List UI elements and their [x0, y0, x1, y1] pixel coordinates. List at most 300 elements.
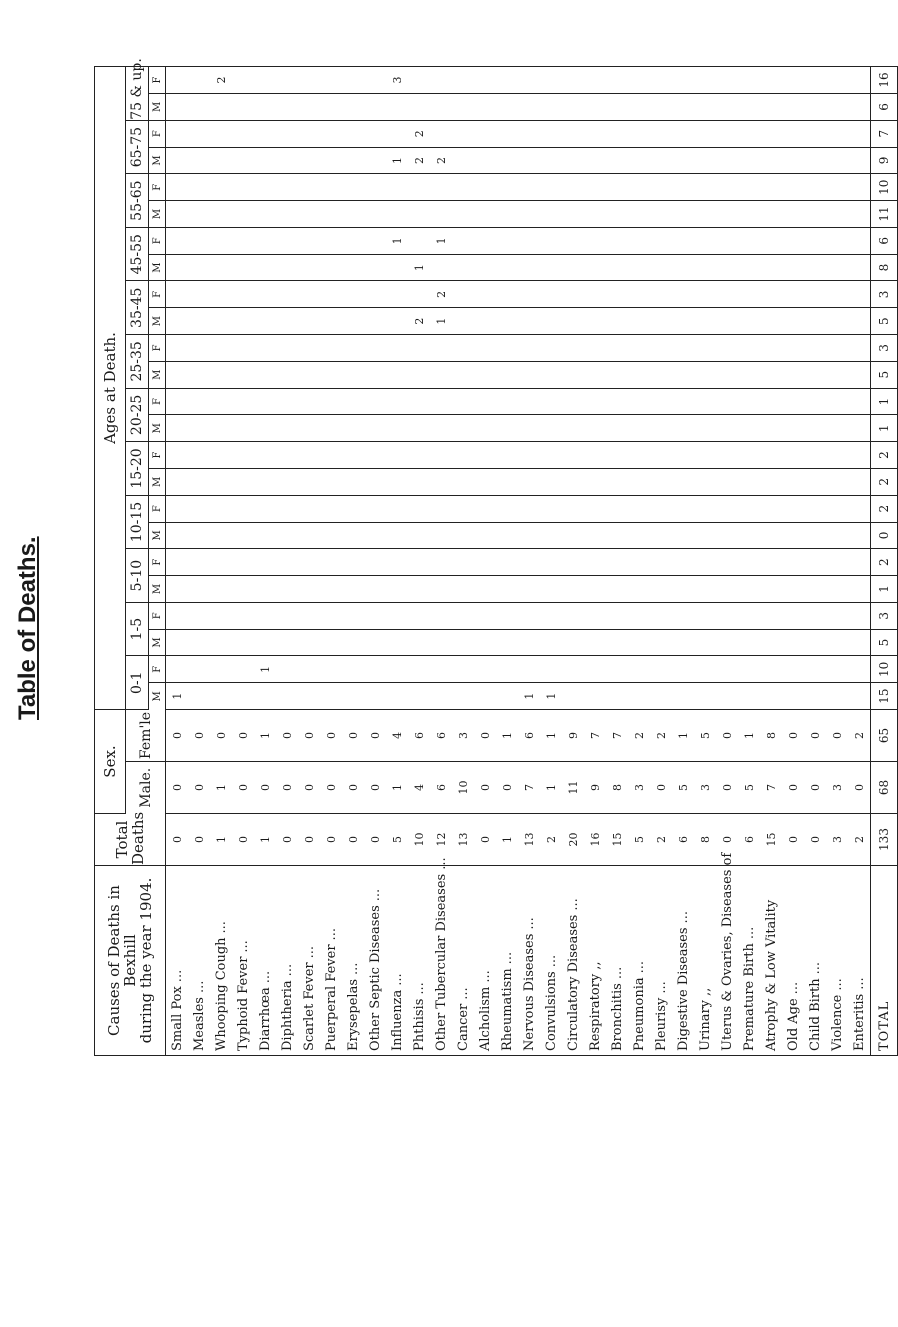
- table-body: [166, 67, 871, 1056]
- age-cell: [518, 94, 540, 121]
- age-total-cell: 5: [871, 308, 898, 335]
- age-cell: [298, 549, 320, 576]
- total-cell: 2: [540, 814, 562, 866]
- age-cell: [408, 361, 430, 388]
- age-cell: [628, 308, 650, 335]
- age-cell: [650, 120, 672, 147]
- cause-cell: [452, 866, 474, 1056]
- cause-leader: ...: [169, 969, 185, 983]
- age-cell: [738, 415, 760, 442]
- age-cell: [584, 602, 606, 629]
- cause-cell: [584, 866, 606, 1056]
- age-cell: [716, 361, 738, 388]
- male-cell: 0: [804, 762, 826, 814]
- age-cell: [650, 576, 672, 603]
- age-cell: [452, 308, 474, 335]
- age-cell: [474, 656, 496, 683]
- age-cell: 1: [254, 656, 276, 683]
- age-cell: [364, 308, 386, 335]
- cause-cell: [804, 866, 826, 1056]
- age-cell: [298, 468, 320, 495]
- male-cell: 10: [452, 762, 474, 814]
- age-cell: [782, 335, 804, 362]
- age-cell: [364, 120, 386, 147]
- age-cell: [738, 683, 760, 710]
- age-cell: [452, 335, 474, 362]
- age-cell: [232, 442, 254, 469]
- age-cell: [540, 549, 562, 576]
- age-cell: [188, 308, 210, 335]
- age-cell: [540, 415, 562, 442]
- age-cell: [232, 201, 254, 228]
- male-subheader: M: [149, 576, 166, 603]
- age-cell: [188, 576, 210, 603]
- age-cell: [518, 201, 540, 228]
- total-row: [871, 67, 898, 1056]
- age-cell: [694, 308, 716, 335]
- age-cell: [672, 549, 694, 576]
- age-cell: 1: [386, 227, 408, 254]
- cause-label: Rheumatism: [499, 968, 515, 1051]
- cause-cell: [408, 866, 430, 1056]
- age-cell: [628, 147, 650, 174]
- age-cell: [540, 335, 562, 362]
- cause-label: Phthisis: [411, 998, 427, 1051]
- age-cell: [298, 442, 320, 469]
- sex-header: Sex.: [95, 709, 126, 813]
- age-cell: [496, 683, 518, 710]
- age-cell: [562, 308, 584, 335]
- age-cell: [276, 522, 298, 549]
- age-cell: [606, 67, 628, 94]
- age-cell: [782, 227, 804, 254]
- age-group-header: 25-35: [126, 335, 149, 389]
- age-cell: [760, 442, 782, 469]
- age-cell: [826, 576, 848, 603]
- age-cell: [320, 495, 342, 522]
- female-subheader: F: [149, 495, 166, 522]
- age-cell: [826, 94, 848, 121]
- age-cell: [584, 308, 606, 335]
- age-cell: [342, 468, 364, 495]
- age-cell: [342, 254, 364, 281]
- age-cell: [518, 281, 540, 308]
- age-cell: [848, 254, 871, 281]
- age-cell: [320, 468, 342, 495]
- age-cell: [826, 388, 848, 415]
- ages-at-death-header: Ages at Death.: [95, 67, 126, 710]
- age-cell: [232, 67, 254, 94]
- age-cell: [474, 415, 496, 442]
- male-cell: 3: [694, 762, 716, 814]
- age-cell: [474, 201, 496, 228]
- age-cell: 1: [540, 683, 562, 710]
- total-cell: 5: [386, 814, 408, 866]
- age-cell: [474, 602, 496, 629]
- age-cell: [584, 361, 606, 388]
- age-cell: [166, 254, 189, 281]
- age-cell: [430, 576, 452, 603]
- age-cell: [210, 602, 232, 629]
- age-cell: [628, 495, 650, 522]
- cause-label: Respiratory: [587, 973, 603, 1051]
- female-cell: 0: [232, 709, 254, 761]
- age-group-header: 5-10: [126, 549, 149, 603]
- age-cell: [628, 361, 650, 388]
- cause-cell: [210, 866, 232, 1056]
- age-cell: [848, 227, 871, 254]
- age-cell: [738, 227, 760, 254]
- age-cell: [166, 495, 189, 522]
- age-cell: [254, 602, 276, 629]
- age-cell: [584, 388, 606, 415]
- age-cell: [584, 67, 606, 94]
- total-cell: 6: [672, 814, 694, 866]
- age-cell: [188, 201, 210, 228]
- age-cell: [166, 388, 189, 415]
- age-cell: [584, 495, 606, 522]
- age-cell: [298, 254, 320, 281]
- age-cell: [320, 254, 342, 281]
- female-subheader: F: [149, 174, 166, 201]
- age-cell: [452, 281, 474, 308]
- female-cell: 1: [672, 709, 694, 761]
- cause-label: Whooping Cough: [213, 937, 229, 1051]
- age-cell: [650, 254, 672, 281]
- age-cell: [848, 335, 871, 362]
- age-cell: [342, 683, 364, 710]
- cause-cell: [518, 866, 540, 1056]
- age-cell: [672, 335, 694, 362]
- age-cell: [452, 147, 474, 174]
- age-cell: [628, 522, 650, 549]
- age-cell: [188, 67, 210, 94]
- male-cell: 1: [540, 762, 562, 814]
- age-cell: [166, 335, 189, 362]
- age-cell: [584, 335, 606, 362]
- age-cell: [232, 629, 254, 656]
- cause-leader: ...: [367, 888, 383, 902]
- age-cell: [452, 683, 474, 710]
- age-cell: [496, 522, 518, 549]
- cause-cell: [694, 866, 716, 1056]
- age-cell: [364, 67, 386, 94]
- table-row: [606, 67, 628, 1056]
- age-cell: [804, 602, 826, 629]
- age-cell: [386, 683, 408, 710]
- cause-cell: [738, 866, 760, 1056]
- age-cell: [782, 683, 804, 710]
- age-cell: [496, 415, 518, 442]
- female-subheader: F: [149, 335, 166, 362]
- age-cell: [694, 629, 716, 656]
- female-cell: 6: [518, 709, 540, 761]
- age-cell: [650, 201, 672, 228]
- age-cell: [738, 388, 760, 415]
- male-cell: 3: [826, 762, 848, 814]
- age-cell: [320, 629, 342, 656]
- age-cell: [408, 495, 430, 522]
- cause-leader: ...: [345, 962, 361, 975]
- age-cell: [826, 254, 848, 281]
- age-cell: [496, 495, 518, 522]
- age-cell: [386, 308, 408, 335]
- age-cell: [562, 120, 584, 147]
- age-cell: [496, 468, 518, 495]
- age-cell: [408, 94, 430, 121]
- age-cell: [628, 335, 650, 362]
- age-total-cell: 8: [871, 254, 898, 281]
- table-row: [166, 67, 189, 1056]
- age-cell: [584, 468, 606, 495]
- cause-cell: [716, 852, 738, 1056]
- female-cell: 0: [210, 709, 232, 761]
- age-cell: [276, 361, 298, 388]
- age-cell: [848, 361, 871, 388]
- age-cell: [540, 442, 562, 469]
- age-cell: [804, 683, 826, 710]
- cause-leader: ...: [807, 961, 823, 975]
- age-cell: [826, 281, 848, 308]
- age-cell: [738, 254, 760, 281]
- age-cell: [650, 174, 672, 201]
- age-cell: [518, 308, 540, 335]
- age-cell: [628, 388, 650, 415]
- age-cell: [804, 227, 826, 254]
- age-cell: [364, 549, 386, 576]
- age-cell: [408, 602, 430, 629]
- male-subheader: M: [149, 629, 166, 656]
- age-cell: [232, 415, 254, 442]
- age-cell: [650, 67, 672, 94]
- male-subheader: M: [149, 308, 166, 335]
- age-cell: [474, 254, 496, 281]
- cause-leader: ...: [631, 960, 647, 974]
- age-cell: [518, 495, 540, 522]
- age-cell: [760, 388, 782, 415]
- age-cell: [628, 656, 650, 683]
- age-cell: [606, 94, 628, 121]
- male-cell: 3: [628, 762, 650, 814]
- age-cell: [650, 602, 672, 629]
- table-row: [430, 67, 452, 1056]
- age-cell: [716, 415, 738, 442]
- age-cell: [650, 94, 672, 121]
- total-cell: 13: [518, 814, 540, 866]
- age-cell: [342, 335, 364, 362]
- age-cell: [518, 361, 540, 388]
- age-cell: [738, 335, 760, 362]
- age-cell: [166, 147, 189, 174]
- age-cell: [826, 549, 848, 576]
- age-cell: [782, 94, 804, 121]
- age-cell: [408, 335, 430, 362]
- age-group-header: 55-65: [126, 174, 149, 228]
- age-cell: [232, 361, 254, 388]
- age-cell: [188, 549, 210, 576]
- age-cell: [562, 576, 584, 603]
- age-cell: [188, 602, 210, 629]
- age-cell: [408, 522, 430, 549]
- age-cell: [694, 361, 716, 388]
- age-cell: [342, 549, 364, 576]
- cause-label: Child Birth: [807, 978, 823, 1051]
- age-cell: 2: [430, 281, 452, 308]
- age-cell: [364, 227, 386, 254]
- cause-leader: ...: [675, 911, 691, 924]
- age-cell: [430, 201, 452, 228]
- age-cell: [826, 683, 848, 710]
- age-cell: [232, 94, 254, 121]
- total-cell: 0: [782, 814, 804, 866]
- age-cell: [188, 281, 210, 308]
- age-cell: [254, 388, 276, 415]
- age-cell: [782, 468, 804, 495]
- age-total-cell: 6: [871, 94, 898, 121]
- age-cell: [496, 549, 518, 576]
- age-cell: [496, 388, 518, 415]
- age-cell: [452, 120, 474, 147]
- age-cell: [188, 656, 210, 683]
- age-cell: [474, 549, 496, 576]
- age-cell: [232, 388, 254, 415]
- age-cell: [606, 683, 628, 710]
- age-cell: [760, 335, 782, 362]
- age-cell: [430, 361, 452, 388]
- age-cell: [276, 442, 298, 469]
- age-cell: [254, 468, 276, 495]
- age-cell: [210, 147, 232, 174]
- age-cell: [760, 281, 782, 308]
- female-total-cell: 65: [871, 709, 898, 761]
- age-cell: [628, 227, 650, 254]
- cause-cell: [320, 866, 342, 1056]
- age-total-cell: 16: [871, 67, 898, 94]
- age-cell: [540, 147, 562, 174]
- age-cell: [584, 549, 606, 576]
- age-cell: [386, 361, 408, 388]
- age-cell: [452, 254, 474, 281]
- age-cell: [562, 522, 584, 549]
- age-cell: [364, 522, 386, 549]
- age-cell: [606, 602, 628, 629]
- age-cell: [430, 94, 452, 121]
- age-cell: [386, 629, 408, 656]
- age-cell: [452, 656, 474, 683]
- age-cell: [496, 335, 518, 362]
- age-cell: [716, 629, 738, 656]
- age-cell: [166, 174, 189, 201]
- age-cell: [716, 174, 738, 201]
- age-cell: [848, 629, 871, 656]
- male-cell: 5: [672, 762, 694, 814]
- age-cell: [386, 201, 408, 228]
- total-cell: 1: [254, 814, 276, 866]
- age-cell: 1: [430, 308, 452, 335]
- age-cell: [452, 388, 474, 415]
- age-total-cell: 10: [871, 174, 898, 201]
- age-cell: [298, 656, 320, 683]
- male-subheader: M: [149, 415, 166, 442]
- age-cell: [342, 281, 364, 308]
- male-cell: 7: [518, 762, 540, 814]
- age-cell: [188, 335, 210, 362]
- age-cell: [452, 468, 474, 495]
- age-cell: [782, 174, 804, 201]
- age-cell: [826, 120, 848, 147]
- female-subheader: F: [149, 388, 166, 415]
- age-cell: [826, 629, 848, 656]
- age-cell: [606, 442, 628, 469]
- total-cell: 0: [276, 814, 298, 866]
- age-cell: [210, 335, 232, 362]
- male-cell: 0: [474, 762, 496, 814]
- cause-cell: [166, 866, 189, 1056]
- age-cell: [782, 602, 804, 629]
- age-cell: [166, 227, 189, 254]
- age-cell: [694, 201, 716, 228]
- age-cell: [782, 522, 804, 549]
- age-cell: [320, 227, 342, 254]
- age-cell: [760, 522, 782, 549]
- cause-leader: ...: [499, 951, 515, 965]
- age-cell: [848, 522, 871, 549]
- age-cell: [188, 388, 210, 415]
- male-cell: 1: [386, 762, 408, 814]
- age-cell: [694, 174, 716, 201]
- age-cell: [408, 549, 430, 576]
- female-cell: 0: [716, 709, 738, 761]
- total-cell: 0: [716, 814, 738, 866]
- age-total-cell: 2: [871, 495, 898, 522]
- age-cell: [826, 415, 848, 442]
- age-cell: [408, 576, 430, 603]
- age-total-cell: 3: [871, 602, 898, 629]
- age-cell: [452, 522, 474, 549]
- age-cell: [716, 388, 738, 415]
- age-cell: 1: [386, 147, 408, 174]
- age-cell: [430, 629, 452, 656]
- age-cell: [232, 656, 254, 683]
- table-row: [298, 67, 320, 1056]
- table-row: [628, 67, 650, 1056]
- male-cell: 1: [210, 762, 232, 814]
- age-cell: [760, 308, 782, 335]
- table-row: [540, 67, 562, 1056]
- age-cell: [210, 94, 232, 121]
- age-cell: [518, 174, 540, 201]
- age-cell: [364, 415, 386, 442]
- age-cell: [166, 629, 189, 656]
- age-cell: [342, 361, 364, 388]
- age-cell: [738, 120, 760, 147]
- age-cell: [166, 201, 189, 228]
- male-cell: 0: [188, 762, 210, 814]
- age-cell: [452, 227, 474, 254]
- age-cell: [760, 576, 782, 603]
- cause-label: Scarlet Fever: [301, 962, 317, 1051]
- age-cell: [276, 201, 298, 228]
- cause-label: Typhoid Fever: [235, 956, 251, 1051]
- age-cell: [232, 602, 254, 629]
- age-cell: [342, 94, 364, 121]
- cause-leader: ...: [851, 977, 867, 990]
- table-row: [188, 67, 210, 1056]
- age-cell: [430, 683, 452, 710]
- age-cell: [826, 227, 848, 254]
- table-row: [364, 67, 386, 1056]
- age-cell: [518, 415, 540, 442]
